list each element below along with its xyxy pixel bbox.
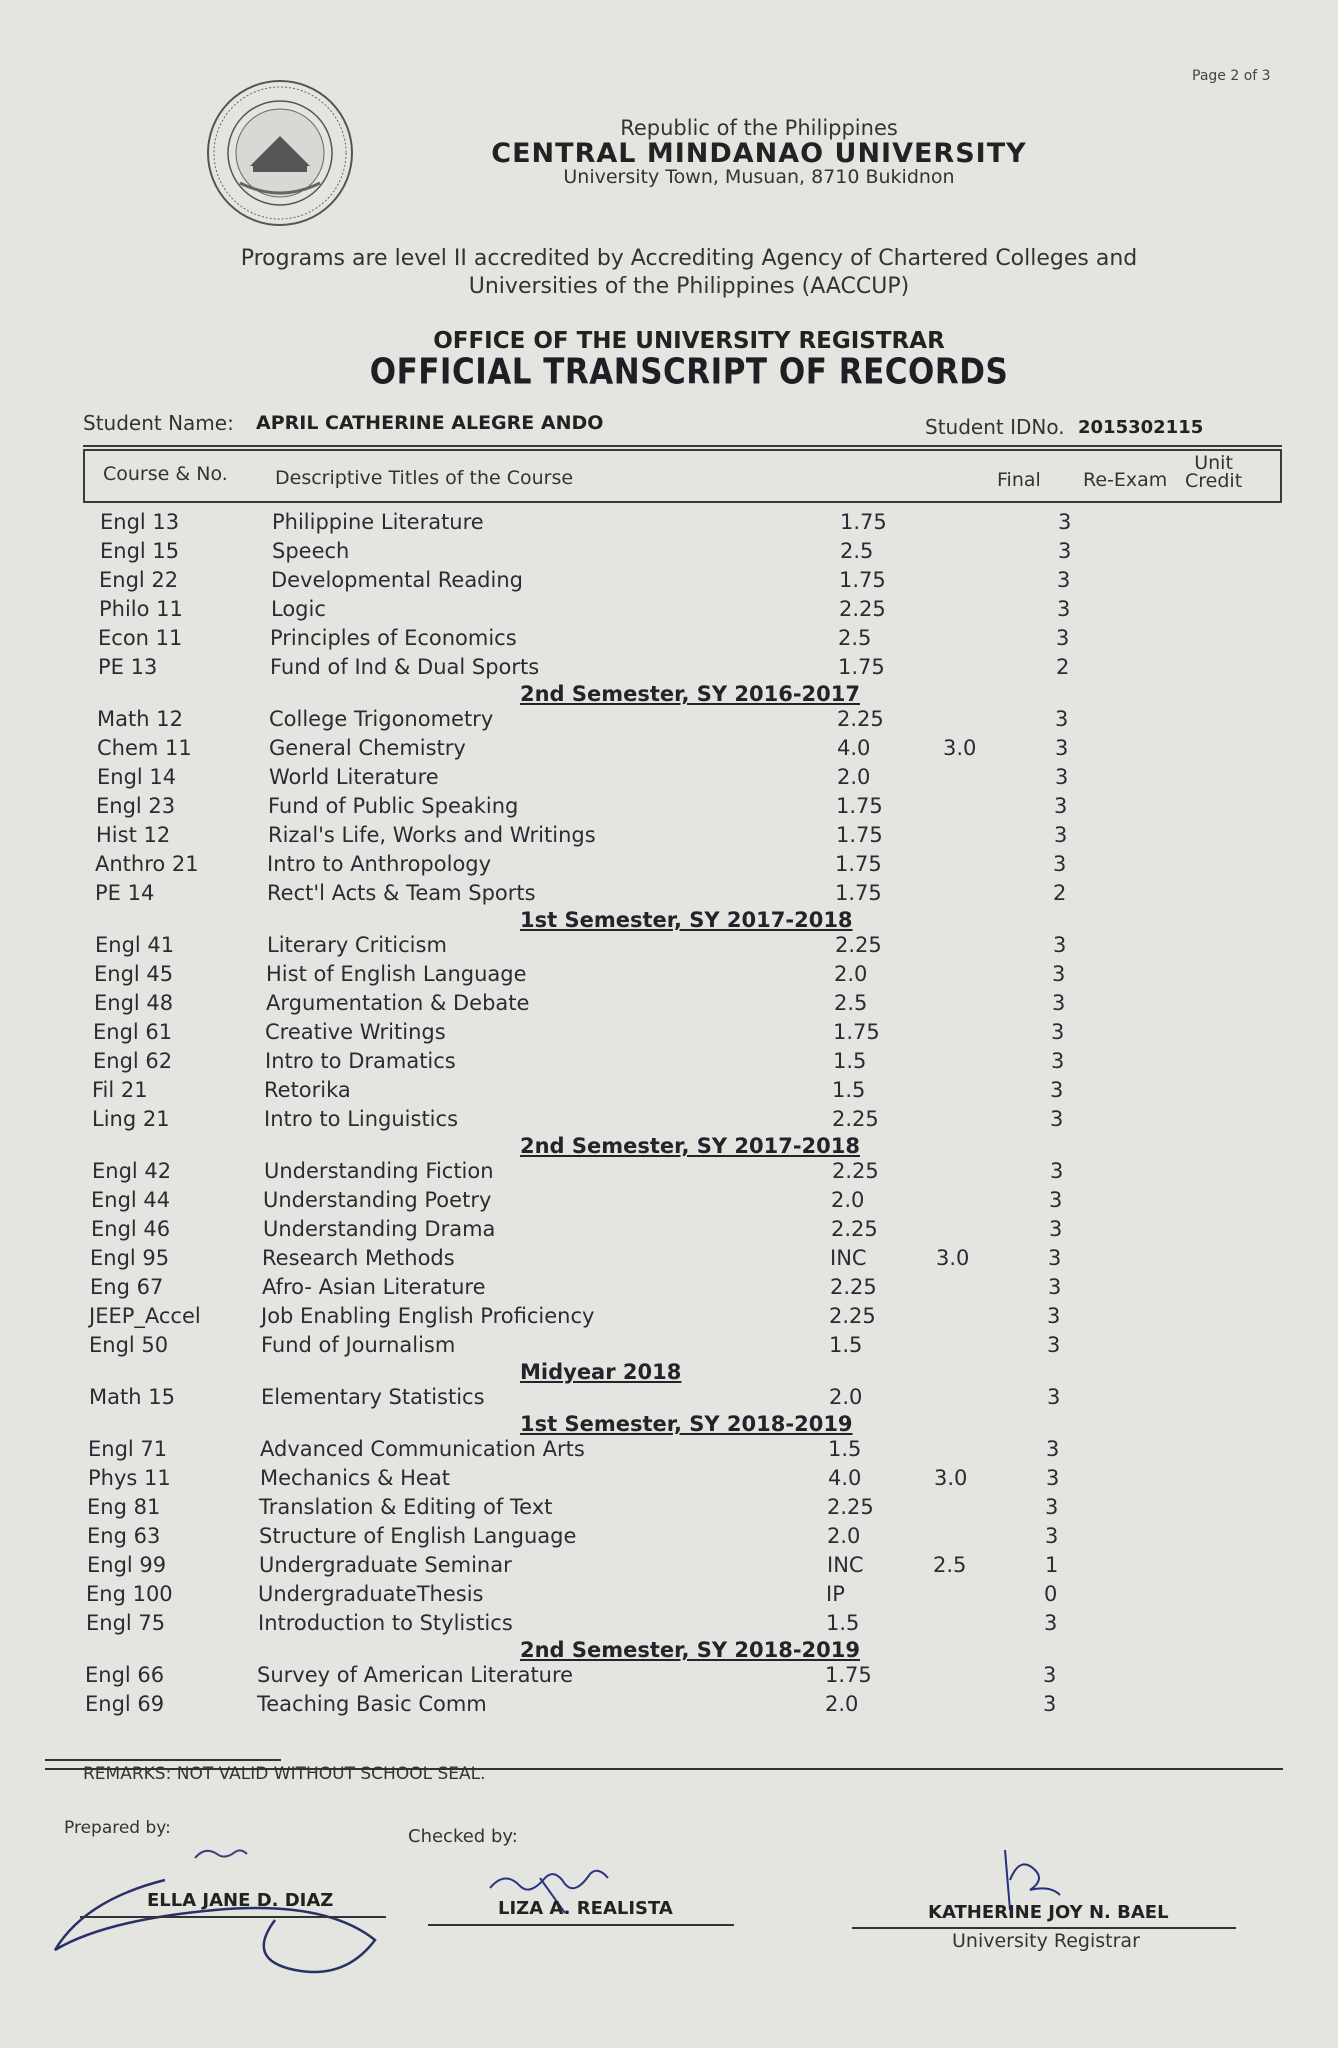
final-grade: 2.0 bbox=[831, 1188, 865, 1212]
final-grade: 1.5 bbox=[829, 1333, 863, 1357]
unit-credit: 3 bbox=[1048, 1246, 1062, 1270]
course-title: World Literature bbox=[269, 765, 439, 789]
final-grade: 2.5 bbox=[838, 626, 872, 650]
course-code: Eng 67 bbox=[90, 1275, 164, 1299]
unit-credit: 3 bbox=[1045, 1495, 1059, 1519]
course-title: Developmental Reading bbox=[271, 568, 523, 592]
office-title: OFFICE OF THE UNIVERSITY REGISTRAR bbox=[433, 328, 945, 354]
unit-credit: 3 bbox=[1050, 1159, 1064, 1183]
final-grade: 1.75 bbox=[836, 794, 883, 818]
credit-label: Credit bbox=[1185, 470, 1243, 492]
course-title: Argumentation & Debate bbox=[266, 991, 530, 1015]
course-title: Understanding Fiction bbox=[264, 1159, 494, 1183]
reexam-grade: 2.5 bbox=[933, 1553, 967, 1577]
final-grade: 1.75 bbox=[836, 823, 883, 847]
remarks: REMARKS: NOT VALID WITHOUT SCHOOL SEAL. bbox=[83, 1764, 486, 1784]
course-title: Creative Writings bbox=[265, 1020, 446, 1044]
unit-credit: 3 bbox=[1047, 1304, 1061, 1328]
final-grade: 4.0 bbox=[837, 736, 871, 760]
unit-credit: 3 bbox=[1043, 1692, 1057, 1716]
course-code: PE 14 bbox=[95, 881, 155, 905]
unit-credit: 3 bbox=[1046, 1466, 1060, 1490]
course-code: Econ 11 bbox=[98, 626, 183, 650]
unit-credit: 3 bbox=[1044, 1611, 1058, 1635]
unit-credit: 3 bbox=[1052, 991, 1066, 1015]
final-grade: 1.5 bbox=[826, 1611, 860, 1635]
unit-label: Unit bbox=[1194, 452, 1233, 474]
final-grade: 2.25 bbox=[829, 1304, 876, 1328]
course-title: Logic bbox=[271, 597, 326, 621]
semester-heading: Midyear 2018 bbox=[520, 1360, 682, 1384]
prepared-by-label: Prepared by: bbox=[64, 1818, 171, 1838]
course-code: Engl 45 bbox=[94, 962, 174, 986]
course-title: Speech bbox=[272, 539, 350, 563]
unit-credit: 3 bbox=[1043, 1663, 1057, 1687]
registrar-title: University Registrar bbox=[952, 1930, 1140, 1952]
course-code: Ling 21 bbox=[92, 1107, 170, 1131]
unit-credit: 3 bbox=[1047, 1385, 1061, 1409]
course-title: Survey of American Literature bbox=[257, 1663, 574, 1687]
semester-heading: 2nd Semester, SY 2017-2018 bbox=[520, 1134, 860, 1158]
final-grade: 2.25 bbox=[837, 707, 884, 731]
course-code: Engl 22 bbox=[99, 568, 179, 592]
course-code: Engl 61 bbox=[93, 1020, 173, 1044]
course-code: Math 15 bbox=[89, 1385, 175, 1409]
unit-credit: 3 bbox=[1046, 1437, 1060, 1461]
unit-credit: 3 bbox=[1048, 1275, 1062, 1299]
unit-credit: 3 bbox=[1051, 1049, 1065, 1073]
unit-credit: 3 bbox=[1058, 539, 1072, 563]
course-title: Advanced Communication Arts bbox=[260, 1437, 585, 1461]
course-title: Rect'l Acts & Team Sports bbox=[267, 881, 536, 905]
course-code: Fil 21 bbox=[92, 1078, 148, 1102]
page-number: Page 2 of 3 bbox=[1192, 68, 1271, 84]
reexam-grade: 3.0 bbox=[943, 736, 977, 760]
unit-credit: 3 bbox=[1053, 933, 1067, 957]
checker-name: LIZA A. REALISTA bbox=[498, 1898, 673, 1919]
republic-line: Republic of the Philippines bbox=[620, 116, 898, 140]
final-grade: 2.5 bbox=[840, 539, 874, 563]
course-title: Job Enabling English Proficiency bbox=[261, 1304, 595, 1328]
course-code: Engl 69 bbox=[85, 1692, 165, 1716]
course-code: Eng 63 bbox=[87, 1524, 161, 1548]
final-grade: 1.75 bbox=[839, 568, 886, 592]
final-grade: 1.75 bbox=[825, 1663, 872, 1687]
course-title: Intro to Anthropology bbox=[267, 852, 492, 876]
course-title: Research Methods bbox=[262, 1246, 455, 1270]
course-code: Engl 15 bbox=[100, 539, 180, 563]
student-name-label: Student Name: bbox=[83, 411, 234, 435]
final-grade: 2.25 bbox=[835, 933, 882, 957]
reexam-grade: 3.0 bbox=[934, 1466, 968, 1490]
checker-signature-line bbox=[428, 1924, 734, 1926]
course-title: Principles of Economics bbox=[270, 626, 517, 650]
final-grade: 1.75 bbox=[833, 1020, 880, 1044]
semester-heading: 2nd Semester, SY 2018-2019 bbox=[520, 1638, 860, 1662]
course-title: Undergraduate Seminar bbox=[259, 1553, 512, 1577]
course-title: UndergraduateThesis bbox=[258, 1582, 484, 1606]
course-title: Intro to Dramatics bbox=[265, 1049, 456, 1073]
final-grade: INC bbox=[830, 1246, 867, 1270]
final-grade: 1.5 bbox=[828, 1437, 862, 1461]
unit-credit: 3 bbox=[1057, 568, 1071, 592]
course-code: Engl 48 bbox=[94, 991, 174, 1015]
course-title: Philippine Literature bbox=[272, 510, 484, 534]
column-header-unit-credit bbox=[1185, 454, 1242, 490]
course-code: Engl 71 bbox=[88, 1437, 168, 1461]
course-title: Literary Criticism bbox=[267, 933, 447, 957]
column-header-course: Course & No. bbox=[103, 463, 228, 485]
course-title: Translation & Editing of Text bbox=[259, 1495, 553, 1519]
preparer-signature bbox=[45, 1840, 385, 1990]
final-grade: 1.75 bbox=[838, 655, 885, 679]
course-title: Afro- Asian Literature bbox=[262, 1275, 486, 1299]
course-code: Philo 11 bbox=[99, 597, 183, 621]
course-code: Engl 14 bbox=[97, 765, 177, 789]
course-code: Engl 23 bbox=[96, 794, 176, 818]
course-code: Eng 81 bbox=[87, 1495, 161, 1519]
unit-credit: 3 bbox=[1052, 962, 1066, 986]
course-title: General Chemistry bbox=[269, 736, 466, 760]
final-grade: 2.0 bbox=[827, 1524, 861, 1548]
final-grade: 2.25 bbox=[831, 1217, 878, 1241]
registrar-signature-line bbox=[852, 1927, 1236, 1929]
accreditation-line-2: Universities of the Philippines (AACCUP) bbox=[468, 274, 910, 299]
table-end-line bbox=[45, 1759, 281, 1761]
course-title: Elementary Statistics bbox=[261, 1385, 485, 1409]
unit-credit: 3 bbox=[1054, 823, 1068, 847]
unit-credit: 3 bbox=[1050, 1107, 1064, 1131]
final-grade: 1.5 bbox=[832, 1078, 866, 1102]
course-title: Rizal's Life, Works and Writings bbox=[268, 823, 596, 847]
final-grade: 2.5 bbox=[834, 991, 868, 1015]
course-code: Engl 50 bbox=[89, 1333, 169, 1357]
final-grade: 2.25 bbox=[827, 1495, 874, 1519]
course-code: Anthro 21 bbox=[95, 852, 199, 876]
semester-heading: 1st Semester, SY 2018-2019 bbox=[520, 1412, 853, 1436]
course-code: Hist 12 bbox=[96, 823, 171, 847]
course-code: Engl 42 bbox=[92, 1159, 172, 1183]
course-code: Engl 99 bbox=[87, 1553, 167, 1577]
column-header-reexam: Re-Exam bbox=[1083, 469, 1168, 491]
university-name: CENTRAL MINDANAO UNIVERSITY bbox=[491, 138, 1027, 169]
final-grade: 4.0 bbox=[828, 1466, 862, 1490]
course-code: Engl 13 bbox=[100, 510, 180, 534]
final-grade: 2.0 bbox=[834, 962, 868, 986]
course-title: Intro to Linguistics bbox=[264, 1107, 459, 1131]
course-code: Engl 44 bbox=[91, 1188, 171, 1212]
course-code: Engl 66 bbox=[85, 1663, 165, 1687]
student-name: APRIL CATHERINE ALEGRE ANDO bbox=[256, 412, 604, 434]
final-grade: INC bbox=[827, 1553, 864, 1577]
course-code: Engl 41 bbox=[95, 933, 175, 957]
checked-by-label: Checked by: bbox=[408, 1826, 518, 1847]
final-grade: 2.25 bbox=[832, 1107, 879, 1131]
course-title: Fund of Journalism bbox=[261, 1333, 456, 1357]
unit-credit: 3 bbox=[1049, 1217, 1063, 1241]
unit-credit: 3 bbox=[1054, 794, 1068, 818]
course-title: Mechanics & Heat bbox=[260, 1466, 450, 1490]
course-title: College Trigonometry bbox=[269, 707, 494, 731]
unit-credit: 3 bbox=[1049, 1188, 1063, 1212]
course-title: Understanding Poetry bbox=[263, 1188, 492, 1212]
final-grade: IP bbox=[826, 1582, 845, 1606]
student-id: 2015302115 bbox=[1078, 417, 1204, 438]
course-code: Math 12 bbox=[97, 707, 183, 731]
preparer-name: ELLA JANE D. DIAZ bbox=[147, 1890, 334, 1911]
unit-credit: 3 bbox=[1058, 510, 1072, 534]
unit-credit: 0 bbox=[1044, 1582, 1058, 1606]
course-code: Chem 11 bbox=[97, 736, 192, 760]
unit-credit: 2 bbox=[1056, 655, 1070, 679]
course-title: Hist of English Language bbox=[266, 962, 527, 986]
final-grade: 2.25 bbox=[830, 1275, 877, 1299]
unit-credit: 3 bbox=[1053, 852, 1067, 876]
unit-credit: 3 bbox=[1055, 707, 1069, 731]
table-header bbox=[83, 449, 1282, 503]
course-code: Engl 95 bbox=[90, 1246, 170, 1270]
column-header-description: Descriptive Titles of the Course bbox=[275, 467, 574, 489]
course-title: Fund of Ind & Dual Sports bbox=[270, 655, 540, 679]
course-code: JEEP_Accel bbox=[89, 1304, 201, 1328]
unit-credit: 3 bbox=[1051, 1020, 1065, 1044]
student-id-label: Student IDNo. bbox=[925, 415, 1065, 439]
document-title: OFFICIAL TRANSCRIPT OF RECORDS bbox=[369, 351, 1009, 393]
registrar-name: KATHERINE JOY N. BAEL bbox=[928, 1902, 1169, 1923]
final-grade: 1.75 bbox=[840, 510, 887, 534]
final-grade: 1.5 bbox=[833, 1049, 867, 1073]
final-grade: 1.75 bbox=[835, 852, 882, 876]
course-title: Structure of English Language bbox=[259, 1524, 577, 1548]
final-grade: 2.25 bbox=[839, 597, 886, 621]
unit-credit: 2 bbox=[1053, 881, 1067, 905]
unit-credit: 3 bbox=[1050, 1078, 1064, 1102]
course-title: Fund of Public Speaking bbox=[268, 794, 519, 818]
course-code: PE 13 bbox=[98, 655, 158, 679]
reexam-grade: 3.0 bbox=[936, 1246, 970, 1270]
accreditation-line-1: Programs are level II accredited by Accrediting Agency of Chartered Colleges and bbox=[240, 246, 1138, 271]
unit-credit: 1 bbox=[1045, 1553, 1059, 1577]
course-title: Understanding Drama bbox=[263, 1217, 496, 1241]
university-address: University Town, Musuan, 8710 Bukidnon bbox=[563, 166, 955, 188]
unit-credit: 3 bbox=[1045, 1524, 1059, 1548]
course-code: Eng 100 bbox=[86, 1582, 173, 1606]
final-grade: 1.75 bbox=[835, 881, 882, 905]
column-header-final: Final bbox=[997, 469, 1041, 491]
final-grade: 2.0 bbox=[825, 1692, 859, 1716]
final-grade: 2.0 bbox=[829, 1385, 863, 1409]
final-grade: 2.25 bbox=[832, 1159, 879, 1183]
course-title: Retorika bbox=[264, 1078, 351, 1102]
course-code: Phys 11 bbox=[88, 1466, 171, 1490]
unit-credit: 3 bbox=[1057, 597, 1071, 621]
course-title: Introduction to Stylistics bbox=[258, 1611, 513, 1635]
unit-credit: 3 bbox=[1055, 736, 1069, 760]
course-code: Engl 75 bbox=[86, 1611, 166, 1635]
unit-credit: 3 bbox=[1047, 1333, 1061, 1357]
course-code: Engl 62 bbox=[93, 1049, 173, 1073]
unit-credit: 3 bbox=[1055, 765, 1069, 789]
final-grade: 2.0 bbox=[837, 765, 871, 789]
course-title: Teaching Basic Comm bbox=[257, 1692, 487, 1716]
course-code: Engl 46 bbox=[91, 1217, 171, 1241]
preparer-signature-line bbox=[80, 1916, 386, 1918]
unit-credit: 3 bbox=[1056, 626, 1070, 650]
semester-heading: 1st Semester, SY 2017-2018 bbox=[520, 908, 853, 932]
semester-heading: 2nd Semester, SY 2016-2017 bbox=[520, 682, 860, 706]
